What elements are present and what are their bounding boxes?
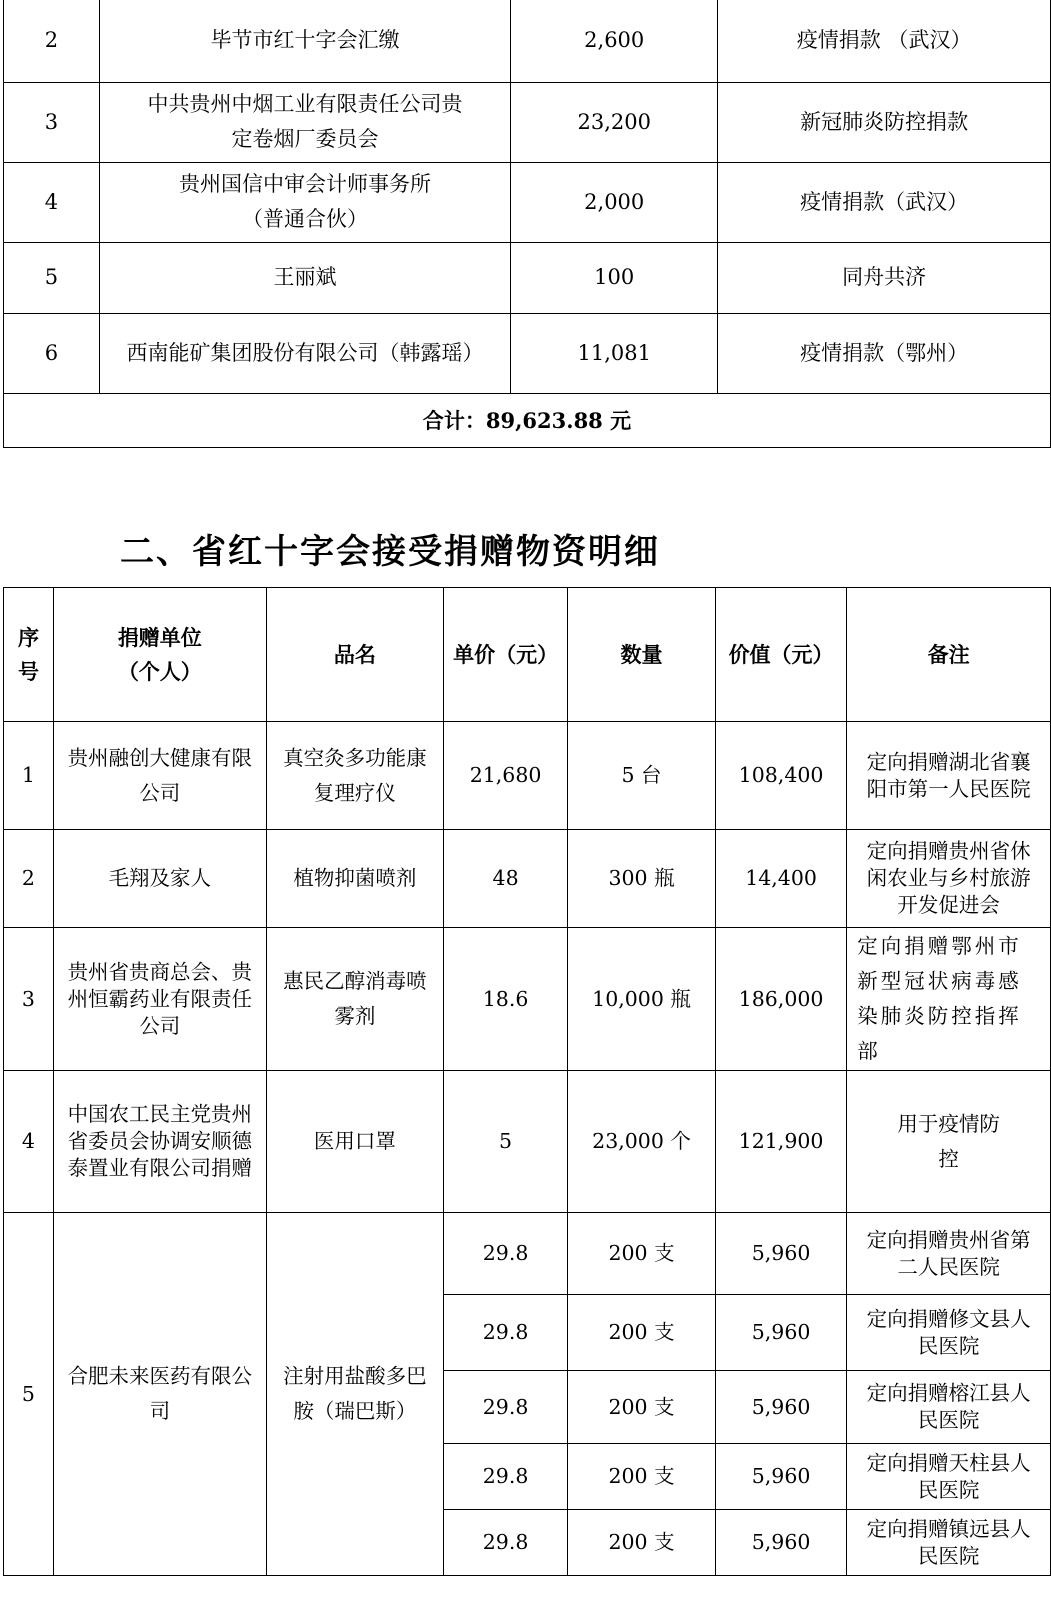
- unit-price: 29.8: [443, 1510, 567, 1576]
- unit-price: 29.8: [443, 1213, 567, 1295]
- donation-amount: 2,000: [511, 162, 718, 242]
- header-unit-price: 单价（元）: [443, 588, 567, 722]
- unit-price: 5: [443, 1071, 567, 1213]
- donation-amount: 23,200: [511, 82, 718, 162]
- table-row: [4, 1213, 1051, 1295]
- note: 定向捐赠天柱县人民医院: [847, 1444, 1051, 1510]
- row-number: 4: [4, 162, 100, 242]
- value: 108,400: [715, 722, 846, 830]
- quantity: 5 台: [568, 722, 716, 830]
- row-number: 3: [4, 82, 100, 162]
- table-header-row: [4, 588, 1051, 722]
- header-donor: 捐赠单位（个人）: [53, 588, 266, 722]
- unit-price: 29.8: [443, 1444, 567, 1510]
- row-number: 2: [4, 0, 100, 82]
- donation-purpose: 疫情捐款（鄂州）: [718, 313, 1051, 393]
- item-name: 植物抑菌喷剂: [266, 830, 443, 928]
- donor-name: 贵州省贵商总会、贵州恒霸药业有限责任公司: [53, 928, 266, 1071]
- item-name: 惠民乙醇消毒喷雾剂: [266, 928, 443, 1071]
- donor-name: 王丽斌: [99, 242, 510, 313]
- value: 5,960: [715, 1213, 846, 1295]
- quantity: 200 支: [568, 1444, 716, 1510]
- note: 用于疫情防控: [847, 1071, 1051, 1213]
- value: 5,960: [715, 1444, 846, 1510]
- quantity: 200 支: [568, 1213, 716, 1295]
- material-donations-table: [3, 587, 1051, 1576]
- row-number: 3: [4, 928, 54, 1071]
- header-value: 价值（元）: [715, 588, 846, 722]
- note: 定向捐赠鄂州市新型冠状病毒感染肺炎防控指挥部: [847, 928, 1051, 1071]
- donor-name: 中共贵州中烟工业有限责任公司贵定卷烟厂委员会: [99, 82, 510, 162]
- quantity: 300 瓶: [568, 830, 716, 928]
- quantity: 23,000 个: [568, 1071, 716, 1213]
- donation-amount: 2,600: [511, 0, 718, 82]
- row-number: 1: [4, 722, 54, 830]
- unit-price: 18.6: [443, 928, 567, 1071]
- table-row: [4, 162, 1051, 242]
- donation-purpose: 新冠肺炎防控捐款: [718, 82, 1051, 162]
- table-row: [4, 0, 1051, 82]
- donor-name: 毛翔及家人: [53, 830, 266, 928]
- donation-purpose: 疫情捐款 （武汉）: [718, 0, 1051, 82]
- donation-amount: 11,081: [511, 313, 718, 393]
- row-number: 6: [4, 313, 100, 393]
- row-number: 5: [4, 1213, 54, 1576]
- table-row: [4, 830, 1051, 928]
- table-row: [4, 82, 1051, 162]
- quantity: 200 支: [568, 1295, 716, 1371]
- donor-name: 贵州融创大健康有限公司: [53, 722, 266, 830]
- value: 14,400: [715, 830, 846, 928]
- total-row: [4, 393, 1051, 447]
- item-name: 注射用盐酸多巴胺（瑞巴斯）: [266, 1213, 443, 1576]
- value: 186,000: [715, 928, 846, 1071]
- table-row: [4, 722, 1051, 830]
- note: 定向捐赠湖北省襄阳市第一人民医院: [847, 722, 1051, 830]
- note: 定向捐赠贵州省第二人民医院: [847, 1213, 1051, 1295]
- note: 定向捐赠贵州省休闲农业与乡村旅游开发促进会: [847, 830, 1051, 928]
- table-row: [4, 242, 1051, 313]
- donor-name: 贵州国信中审会计师事务所（普通合伙）: [99, 162, 510, 242]
- header-no: 序号: [4, 588, 54, 722]
- table-row: [4, 313, 1051, 393]
- total-amount: 合计：89,623.88 元: [4, 393, 1051, 447]
- header-note: 备注: [847, 588, 1051, 722]
- cash-donations-table: [3, 0, 1051, 448]
- unit-price: 29.8: [443, 1371, 567, 1444]
- value: 5,960: [715, 1371, 846, 1444]
- donor-name: 毕节市红十字会汇缴: [99, 0, 510, 82]
- note: 定向捐赠榕江县人民医院: [847, 1371, 1051, 1444]
- row-number: 2: [4, 830, 54, 928]
- unit-price: 21,680: [443, 722, 567, 830]
- donor-name: 西南能矿集团股份有限公司（韩露瑶）: [99, 313, 510, 393]
- row-number: 4: [4, 1071, 54, 1213]
- item-name: 真空灸多功能康复理疗仪: [266, 722, 443, 830]
- header-item: 品名: [266, 588, 443, 722]
- quantity: 200 支: [568, 1371, 716, 1444]
- unit-price: 29.8: [443, 1295, 567, 1371]
- donor-name: 中国农工民主党贵州省委员会协调安顺德泰置业有限公司捐赠: [53, 1071, 266, 1213]
- donation-purpose: 疫情捐款（武汉）: [718, 162, 1051, 242]
- table-row: [4, 1071, 1051, 1213]
- item-name: 医用口罩: [266, 1071, 443, 1213]
- row-number: 5: [4, 242, 100, 313]
- donation-amount: 100: [511, 242, 718, 313]
- quantity: 200 支: [568, 1510, 716, 1576]
- section-title: 二、省红十字会接受捐赠物资明细: [120, 532, 660, 572]
- note: 定向捐赠镇远县人民医院: [847, 1510, 1051, 1576]
- donor-name: 合肥未来医药有限公司: [53, 1213, 266, 1576]
- value: 5,960: [715, 1510, 846, 1576]
- value: 5,960: [715, 1295, 846, 1371]
- header-quantity: 数量: [568, 588, 716, 722]
- quantity: 10,000 瓶: [568, 928, 716, 1071]
- donation-purpose: 同舟共济: [718, 242, 1051, 313]
- note: 定向捐赠修文县人民医院: [847, 1295, 1051, 1371]
- value: 121,900: [715, 1071, 846, 1213]
- unit-price: 48: [443, 830, 567, 928]
- table-row: [4, 928, 1051, 1071]
